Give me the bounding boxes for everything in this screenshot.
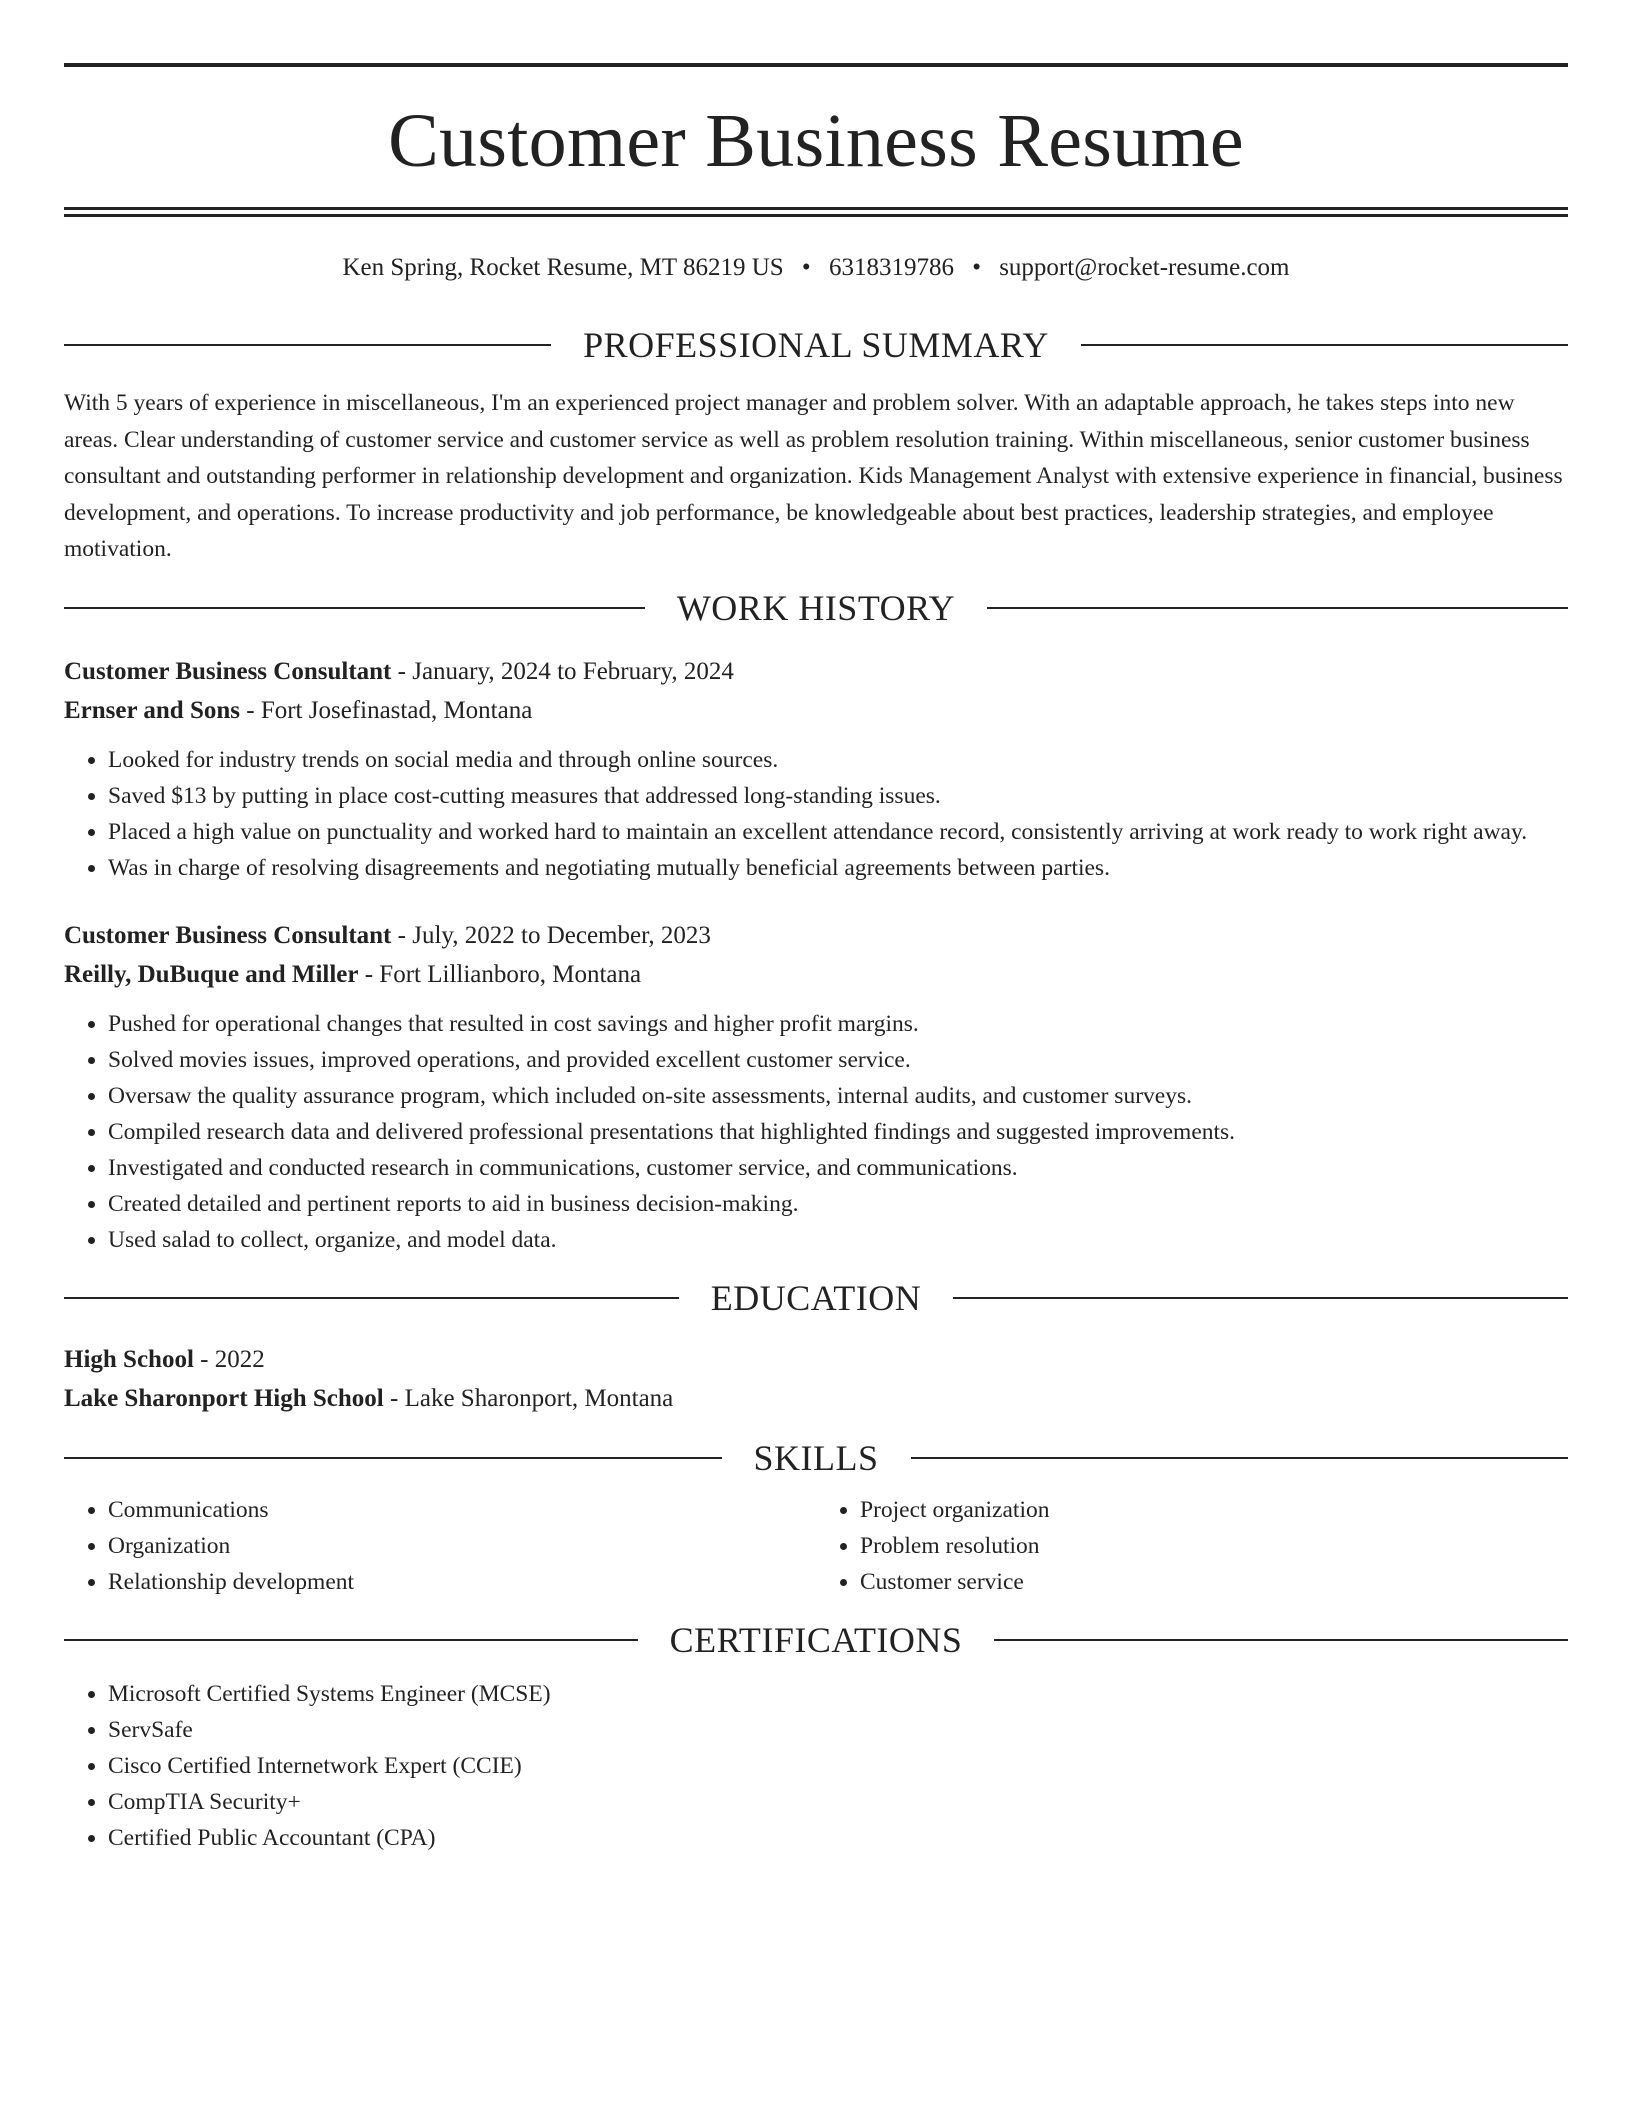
contact-address: Ken Spring, Rocket Resume, MT 86219 US bbox=[342, 254, 784, 281]
list-item: • Customer service bbox=[860, 1564, 1568, 1600]
list-item: • Oversaw the quality assurance program, which included on-site assessments, internal audits, and customer surveys. bbox=[108, 1078, 1568, 1114]
section-heading-label: CERTIFICATIONS bbox=[669, 1619, 963, 1660]
list-item: • Was in charge of resolving disagreements and negotiating mutually beneficial agreements between parties. bbox=[108, 850, 1568, 886]
education-degree: High School bbox=[64, 1345, 194, 1373]
section-heading-label: EDUCATION bbox=[710, 1277, 922, 1318]
section-heading-label: WORK HISTORY bbox=[676, 587, 956, 628]
contact-separator: • bbox=[801, 254, 811, 281]
heading-rule-right bbox=[994, 1639, 1568, 1641]
contact-line bbox=[64, 253, 1568, 283]
section-heading-certifications bbox=[64, 1619, 1568, 1660]
list-item: • Project organization bbox=[860, 1492, 1568, 1528]
list-item: • Cisco Certified Internetwork Expert (CCIE) bbox=[108, 1748, 1568, 1784]
list-item: • Organization bbox=[108, 1528, 816, 1564]
contact-phone: 6318319786 bbox=[828, 254, 954, 281]
heading-rule-left bbox=[64, 344, 551, 346]
contact-email: support@rocket-resume.com bbox=[999, 254, 1290, 281]
job-company-line bbox=[64, 955, 1568, 994]
top-rule bbox=[64, 63, 1568, 67]
job-location: - Fort Lillianboro, Montana bbox=[358, 960, 642, 988]
education-school: Lake Sharonport High School bbox=[64, 1384, 384, 1412]
certifications-block bbox=[64, 1676, 1568, 1856]
heading-rule-left bbox=[64, 1639, 638, 1641]
section-heading-skills bbox=[64, 1437, 1568, 1478]
list-item: • Pushed for operational changes that resulted in cost savings and higher profit margins. bbox=[108, 1006, 1568, 1042]
list-item: • Compiled research data and delivered professional presentations that highlighted findings and suggested improvements. bbox=[108, 1114, 1568, 1150]
heading-rule-left bbox=[64, 607, 645, 609]
job-dates: - July, 2022 to December, 2023 bbox=[391, 921, 711, 949]
list-item: • Certified Public Accountant (CPA) bbox=[108, 1820, 1568, 1856]
heading-rule-right bbox=[987, 607, 1568, 609]
section-heading-label: SKILLS bbox=[753, 1437, 879, 1478]
job-company: Reilly, DuBuque and Miller bbox=[64, 960, 359, 988]
job-bullets bbox=[64, 742, 1568, 886]
job-location: - Fort Josefinastad, Montana bbox=[240, 696, 533, 724]
list-item: • Communications bbox=[108, 1492, 816, 1528]
section-heading-label: PROFESSIONAL SUMMARY bbox=[583, 325, 1049, 365]
education-location: - Lake Sharonport, Montana bbox=[383, 1384, 674, 1412]
list-item: • ServSafe bbox=[108, 1712, 1568, 1748]
job-dates: - January, 2024 to February, 2024 bbox=[391, 657, 734, 685]
list-item: • Saved $13 by putting in place cost-cutting measures that addressed long-standing issues. bbox=[108, 778, 1568, 814]
job-bullets bbox=[64, 1006, 1568, 1258]
list-item: • Looked for industry trends on social media and through online sources. bbox=[108, 742, 1568, 778]
certifications-list bbox=[64, 1676, 1568, 1856]
job-title-line bbox=[64, 916, 1568, 955]
list-item: • Used salad to collect, organize, and model data. bbox=[108, 1222, 1568, 1258]
heading-rule-right bbox=[911, 1457, 1569, 1459]
section-heading-summary bbox=[64, 327, 1568, 363]
resume-title: Customer Business Resume bbox=[388, 99, 1244, 183]
heading-rule-left bbox=[64, 1297, 679, 1299]
job-company-line bbox=[64, 691, 1568, 730]
education-degree-line bbox=[64, 1340, 1568, 1379]
heading-rule-left bbox=[64, 1457, 722, 1459]
list-item: • Placed a high value on punctuality and worked hard to maintain an excellent attendance record, consistently arriving at work ready to work right away. bbox=[108, 814, 1568, 850]
heading-rule-right bbox=[953, 1297, 1568, 1299]
education-year: - 2022 bbox=[193, 1345, 265, 1373]
list-item: • CompTIA Security+ bbox=[108, 1784, 1568, 1820]
education-school-line bbox=[64, 1379, 1568, 1418]
heading-rule-right bbox=[1081, 344, 1568, 346]
skills-grid bbox=[64, 1492, 1568, 1600]
list-item: • Relationship development bbox=[108, 1564, 816, 1600]
contact-separator: • bbox=[972, 254, 981, 281]
job-entry bbox=[64, 652, 1568, 886]
list-item: • Created detailed and pertinent reports to aid in business decision-making. bbox=[108, 1186, 1568, 1222]
job-title: Customer Business Consultant bbox=[64, 921, 392, 949]
section-heading-education bbox=[64, 1277, 1568, 1318]
job-entry bbox=[64, 916, 1568, 1258]
job-title-line bbox=[64, 652, 1568, 691]
list-item: • Investigated and conducted research in communications, customer service, and communications. bbox=[108, 1150, 1568, 1186]
education-entry bbox=[64, 1340, 1568, 1418]
list-item: • Solved movies issues, improved operations, and provided excellent customer service. bbox=[108, 1042, 1568, 1078]
summary-text: With 5 years of experience in miscellaneous, I'm an experienced project manager and problem solver. With an adaptable approach, he takes steps into new areas. Clear understanding of customer service and customer service as well as problem resolution training. Within miscellaneous, senior customer business consultant and outstanding performer in relationship development and organization. Kids Management Analyst with extensive experience in financial, business development, and operations. To increase productivity and job performance, be knowledgeable about best practices, leadership strategies, and employee motivation. bbox=[64, 390, 1563, 562]
job-company: Ernser and Sons bbox=[64, 696, 240, 724]
job-title: Customer Business Consultant bbox=[64, 657, 392, 685]
section-heading-work bbox=[64, 587, 1568, 628]
skills-list-left bbox=[64, 1492, 816, 1600]
list-item: • Problem resolution bbox=[860, 1528, 1568, 1564]
title-double-rule bbox=[64, 207, 1568, 217]
skills-list-right bbox=[816, 1492, 1568, 1600]
list-item: • Microsoft Certified Systems Engineer (MCSE) bbox=[108, 1676, 1568, 1712]
